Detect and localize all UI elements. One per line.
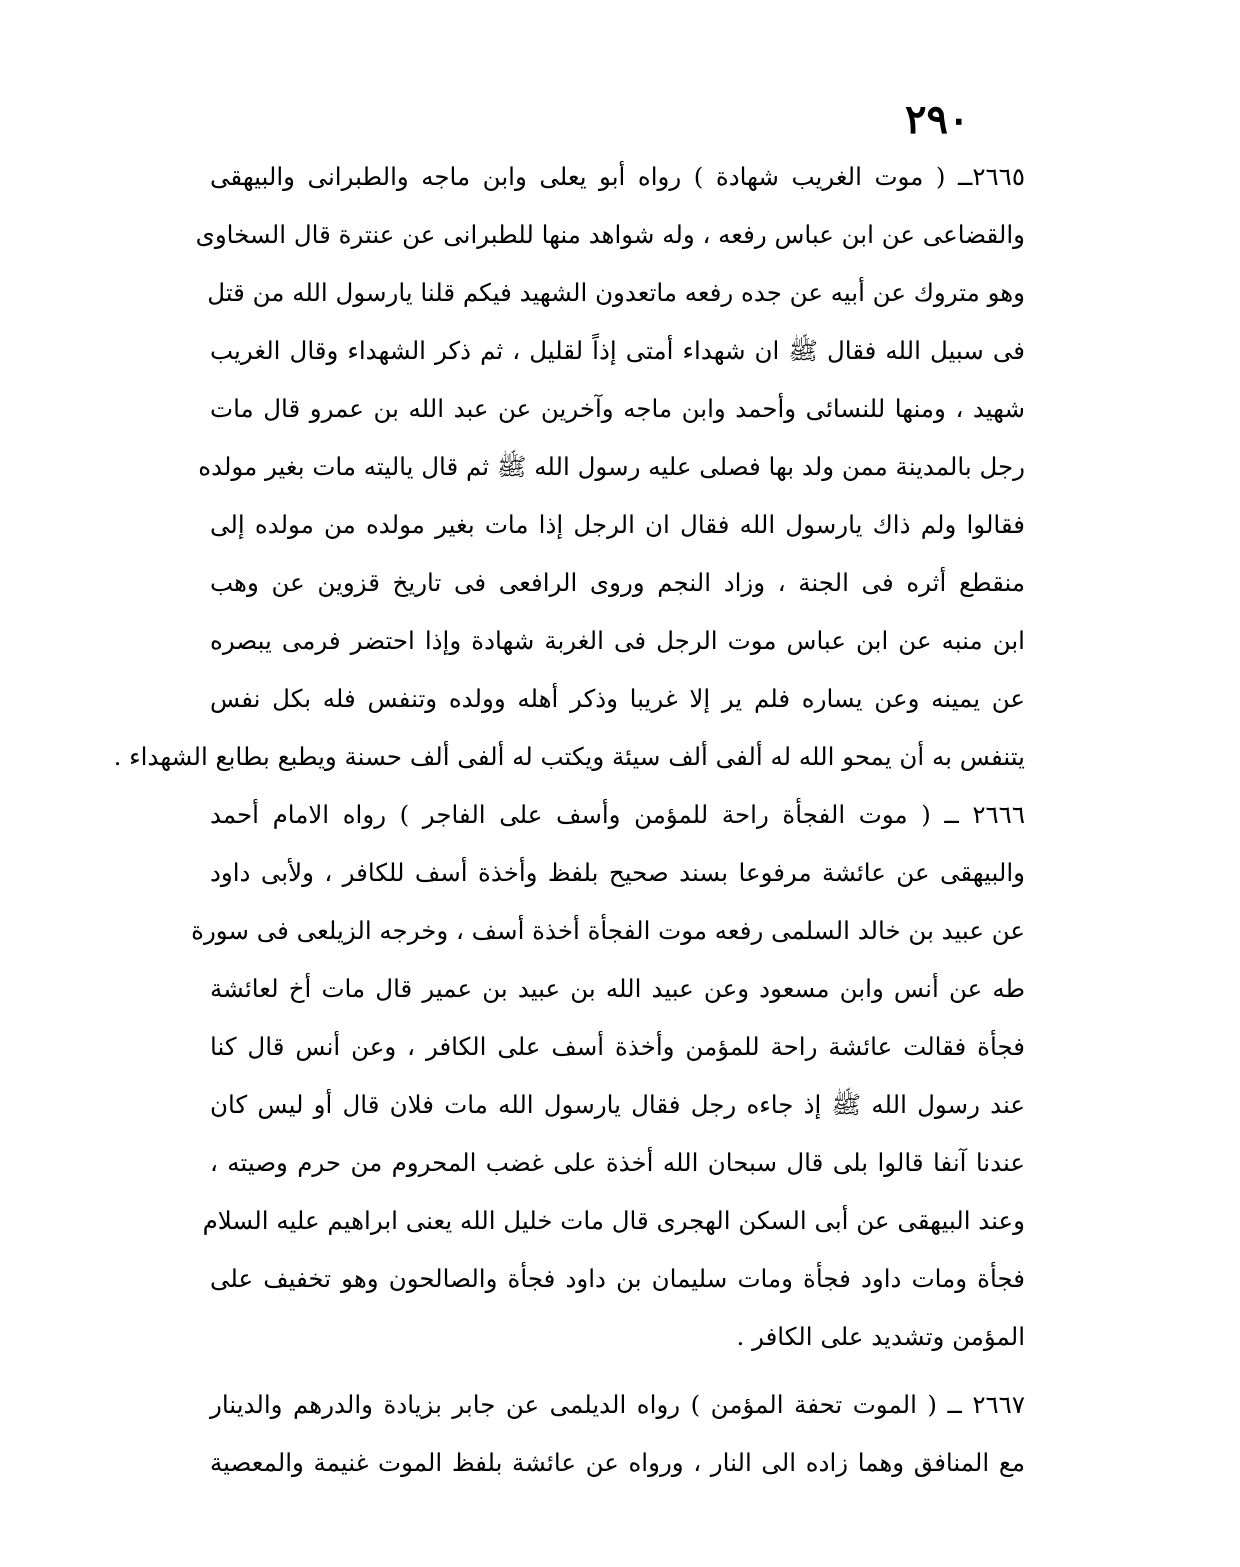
entry-2667-line: مع المنافق وهما زاده الى النار ، ورواه عن عائشة بلفظ الموت غنيمة والمعصية <box>210 1448 1025 1477</box>
entry-2666-line: عند رسول الله ﷺ إذ جاءه رجل فقال يارسول الله مات فلان قال أو ليس كان <box>210 1090 1025 1119</box>
entry-2667-line: ٢٦٦٧ ــ ( الموت تحفة المؤمن ) رواه الديلمى عن جابر بزيادة والدرهم والدينار <box>210 1390 1025 1419</box>
page-number: ٢٩٠ <box>905 96 970 143</box>
entry-2666-line: ٢٦٦٦ ــ ( موت الفجأة راحة للمؤمن وأسف على الفاجر ) رواه الامام أحمد <box>210 800 1025 829</box>
entry-2666-line: عندنا آنفا قالوا بلى قال سبحان الله أخذة على غضب المحروم من حرم وصيته ، <box>210 1148 1025 1177</box>
entry-2665-line: فى سبيل الله فقال ﷺ ان شهداء أمتى إذاً لقليل ، ثم ذكر الشهداء وقال الغريب <box>210 336 1025 365</box>
entry-2666-line: المؤمن وتشديد على الكافر . <box>736 1322 1025 1351</box>
entry-2665-line: يتنفس به أن يمحو الله له ألفى ألف سيئة ويكتب له ألفى ألف حسنة ويطبع بطابع الشهداء . <box>113 742 1025 771</box>
entry-2665-line: وهو متروك عن أبيه عن جده رفعه ماتعدون الشهيد فيكم قلنا يارسول الله من قتل <box>207 278 1025 307</box>
entry-2665-line: عن يمينه وعن يساره فلم ير إلا غريبا وذكر أهله وولده وتنفس فله بكل نفس <box>210 684 1025 713</box>
entry-2666-line: وعند البيهقى عن أبى السكن الهجرى قال مات خليل الله يعنى ابراهيم عليه السلام <box>202 1206 1025 1235</box>
entry-2665-line: ٢٦٦٥ــ ( موت الغريب شهادة ) رواه أبو يعلى وابن ماجه والطبرانى والبيهقى <box>210 162 1025 191</box>
entry-2666-line: طه عن أنس وابن مسعود وعن عبيد الله بن عبيد بن عمير قال مات أخ لعائشة <box>210 974 1025 1003</box>
entry-2665-line: ابن منبه عن ابن عباس موت الرجل فى الغربة شهادة وإذا احتضر فرمى يبصره <box>210 626 1025 655</box>
entry-2665-line: شهيد ، ومنها للنسائى وأحمد وابن ماجه وآخرين عن عبد الله بن عمرو قال مات <box>210 394 1025 423</box>
entry-2665-line: منقطع أثره فى الجنة ، وزاد النجم وروى الرافعى فى تاريخ قزوين عن وهب <box>210 568 1025 597</box>
entry-2665-line: فقالوا ولم ذاك يارسول الله فقال ان الرجل إذا مات بغير مولده من مولده إلى <box>210 510 1025 539</box>
entry-2666-line: فجأة فقالت عائشة راحة للمؤمن وأخذة أسف على الكافر ، وعن أنس قال كنا <box>210 1032 1025 1061</box>
entry-2665-line: رجل بالمدينة ممن ولد بها فصلى عليه رسول الله ﷺ ثم قال ياليته مات بغير مولده <box>198 452 1025 481</box>
body-text <box>113 148 1025 1492</box>
entry-2666-line: والبيهقى عن عائشة مرفوعا بسند صحيح بلفظ وأخذة أسف للكافر ، ولأبى داود <box>210 858 1025 887</box>
entry-2666-line: فجأة ومات داود فجأة ومات سليمان بن داود فجأة والصالحون وهو تخفيف على <box>210 1264 1025 1293</box>
entry-2665-line: والقضاعى عن ابن عباس رفعه ، وله شواهد منها للطبرانى عن عنترة قال السخاوى <box>195 220 1025 249</box>
entry-2666-line: عن عبيد بن خالد السلمى رفعه موت الفجأة أخذة أسف ، وخرجه الزيلعى فى سورة <box>191 916 1025 945</box>
